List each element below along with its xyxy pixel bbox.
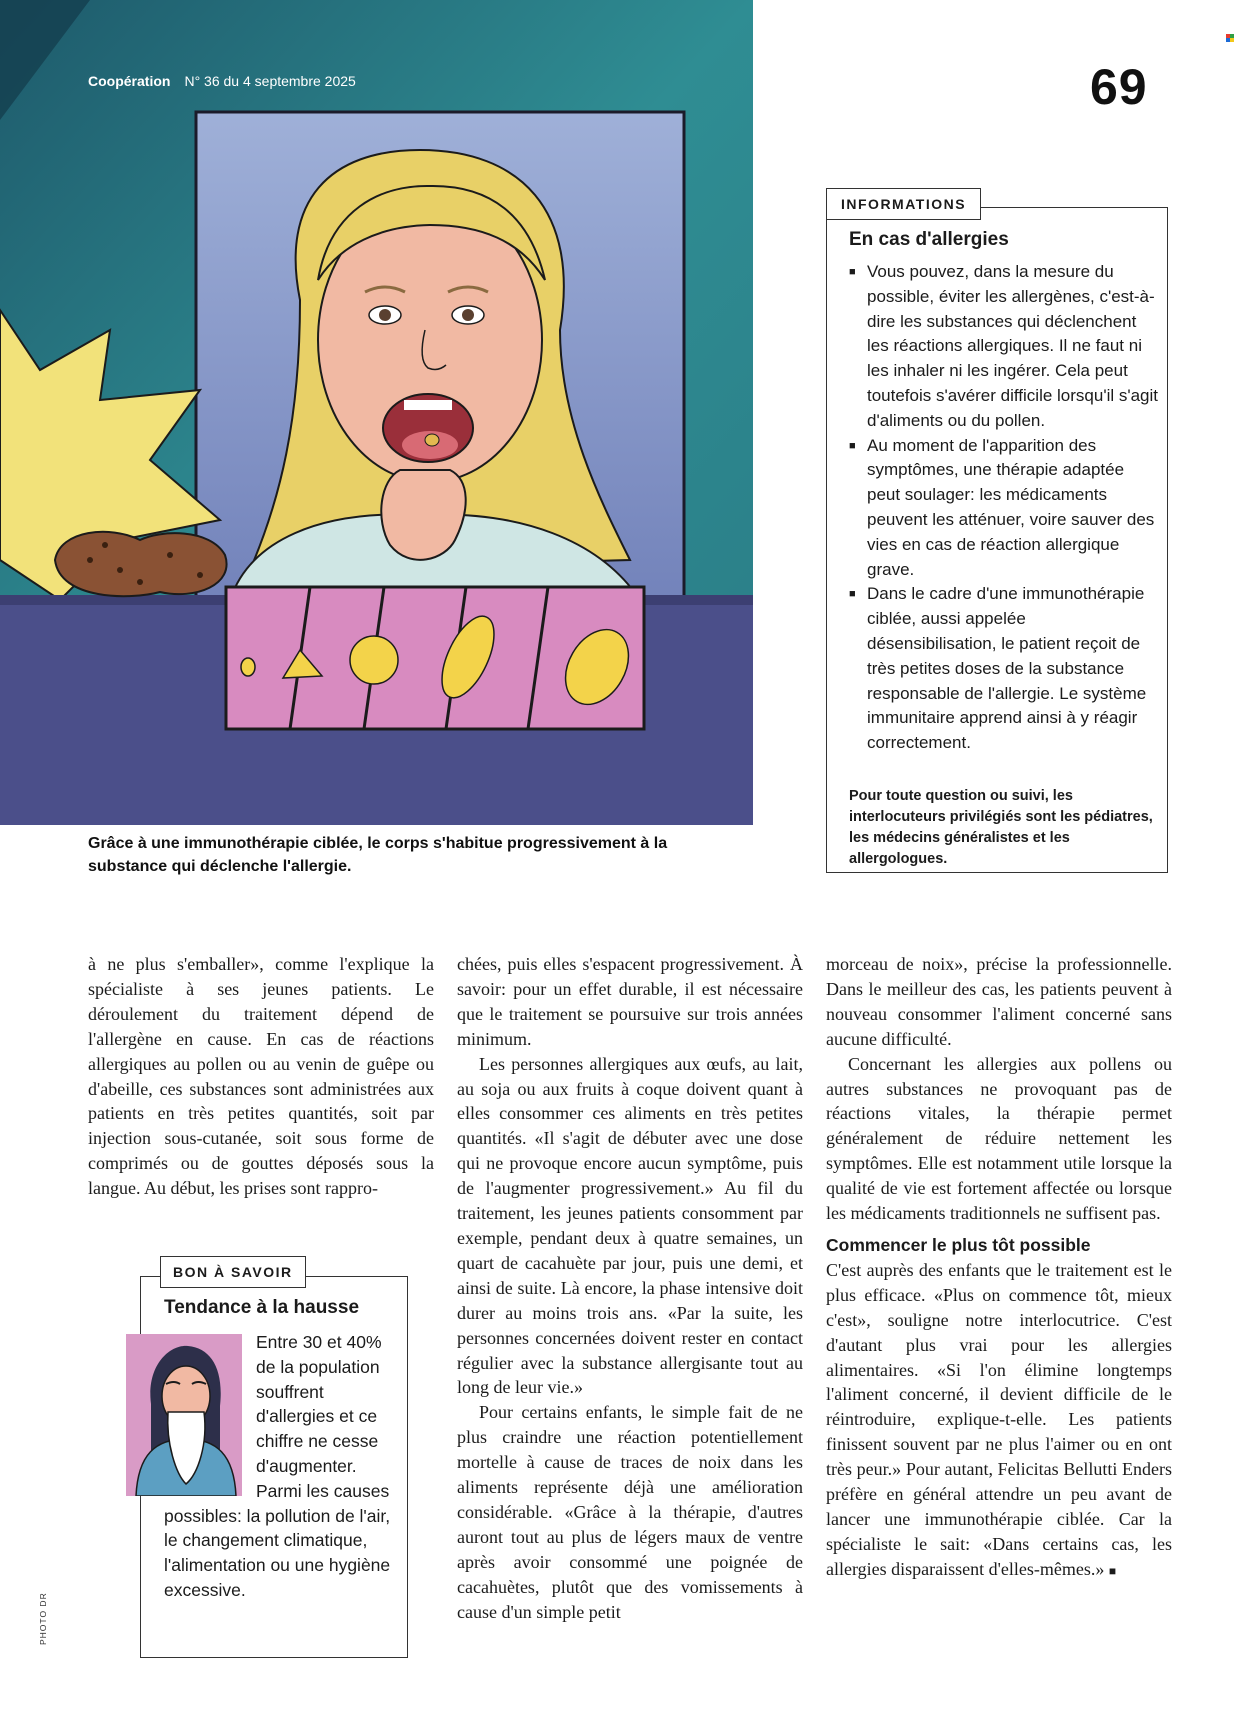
paragraph-text: C'est auprès des enfants que le traitement est le plus efficace. «Plus on commence tôt, mieux c'est», souligne notre interlocutrice. C'est d'autant plus vrai pour les allergies alimentaires. «Si l'on élimine longtemps l'aliment concerné, il devient difficile de le réintroduire, explique-t-elle. Les patients finissent souvent par ne plus l'aimer ou en ont très peur.» Pour autant, Felicitas Bellutti Enders préfère en général attendre un peu avant de lancer une immunothérapie ciblée. Car la spécialiste le sait: «Dans certains cas, les allergies disparaissent d'elles-mêmes.» [826,1259,1172,1579]
photo-credit: PHOTO DR [38,1592,48,1645]
sneezing-woman-icon [126,1334,242,1496]
publication-name: Coopération [88,73,171,89]
info-box-list [849,260,1159,756]
end-mark-icon: ■ [1108,1563,1117,1578]
info-box-tag: INFORMATIONS [826,188,981,220]
paragraph: chées, puis elles s'espacent progressivement. À savoir: pour un effet durable, il est nécessaire que le traitement se poursuive sur trois années minimum. [457,954,803,1049]
peanut-piece-1 [241,658,255,676]
paragraph: à ne plus s'emballer», comme l'explique la spécialiste à ses jeunes patients. Le déroulement du traitement dépend de l'allergène en cause. En cas de réactions allergiques au pollen ou au venin de guêpe ou d'abeille, ces substances sont administrées aux patients en très petites quantités, soit par injection sous-cutanée, soit sous forme de comprimés ou de gouttes déposés sous la langue. Au début, les prises sont rappro- [88,954,434,1199]
paragraph: Pour certains enfants, le simple fait de ne plus craindre une réaction potentiellement mortelle à cause de traces de noix dans les aliments représente déjà une amélioration considérable. «Grâce à la thérapie, d'autres auront tout au plus de légers maux de ventre après avoir consommé une poignée de cacahuètes, plutôt que des vomissements à cause d'un simple petit [457,1402,803,1622]
article-column-3 [826,952,1172,1584]
cover-illustration [0,0,753,825]
list-item: ■ Au moment de l'apparition des symptômes, une thérapie adaptée peut soulager: les médicaments peuvent les atténuer, voire sauver des vies en cas de réaction allergique grave. [849,434,1159,583]
paragraph: Les personnes allergiques aux œufs, au lait, au soja ou aux fruits à coque doivent quant à elles consommer ces aliments en très petites quantités. «Il s'agit de débuter avec une dose qui ne provoque encore aucun symptôme, puis de l'augmenter progressivement.» Au fil du traitement, les jeunes patients consomment par exemple, pendant deux à quatre semaines, un quart de cacahuète par jour, puis une demi, et ainsi de suite. Là encore, la phase intensive doit durer au moins trois ans. «Par la suite, les personnes concernées doivent rester en contact régulier avec la substance allergisante tout au long de leur vie.» [457,1053,803,1398]
bon-a-savoir-tag: BON À SAVOIR [160,1256,306,1288]
illustration-caption: Grâce à une immunothérapie ciblée, le corps s'habitue progressivement à la substance qui déclenche l'allergie. [88,835,668,875]
peanut-shell [55,532,227,596]
color-registration-icon [1226,34,1234,42]
paragraph [826,1258,1172,1584]
issue-line [88,73,356,89]
peanut-piece-3 [350,636,398,684]
info-box-title: En cas d'allergies [849,229,1009,250]
issue-date: N° 36 du 4 septembre 2025 [184,73,356,89]
bon-a-savoir-title: Tendance à la hausse [164,1297,360,1318]
section-heading: Commencer le plus tôt possible [826,1234,1091,1255]
paragraph: Concernant les allergies aux pollens ou autres substances ne provoquant pas de réactions vitales, la thérapie permet généralement de réduire nettement les symptômes. Elle est notamment utile lorsque la qualité de vie est fortement affectée ou lorsque les médicaments traditionnels ne suffisent pas. [826,1053,1172,1224]
list-item: ■ Vous pouvez, dans la mesure du possible, éviter les allergènes, c'est-à-dire les substances qui déclenchent les réactions allergiques. Il ne faut ni les inhaler ni les ingérer. Cela peut toutefois s'avérer difficile lorsqu'il s'agit d'aliments ou du pollen. [849,260,1159,434]
bon-a-savoir-text: Entre 30 et 40% de la population souffrent d'allergies et ce chiffre ne cesse d'augmenter. Parmi les causes possibles: la pollution de l'air, le changement climatique, l'alimentation ou une hygiène excessive. [164,1332,391,1600]
article-column-2 [457,952,803,1624]
list-item: ■ Dans le cadre d'une immunothérapie ciblée, aussi appelée désensibilisation, le patient reçoit de très petites doses de la substance responsable de l'allergie. Le système immunitaire apprend ainsi à y réagir correctement. [849,582,1159,756]
article-column-1 [88,952,434,1201]
page-number: 69 [1090,59,1148,115]
paragraph: morceau de noix», précise la professionnelle. Dans le meilleur des cas, les patients peuvent à nouveau consommer l'aliment concerné sans aucune difficulté. [826,954,1172,1049]
info-box-footer: Pour toute question ou suivi, les interlocuteurs privilégiés sont les pédiatres, les médecins généralistes et les allergologues. [849,788,1153,867]
